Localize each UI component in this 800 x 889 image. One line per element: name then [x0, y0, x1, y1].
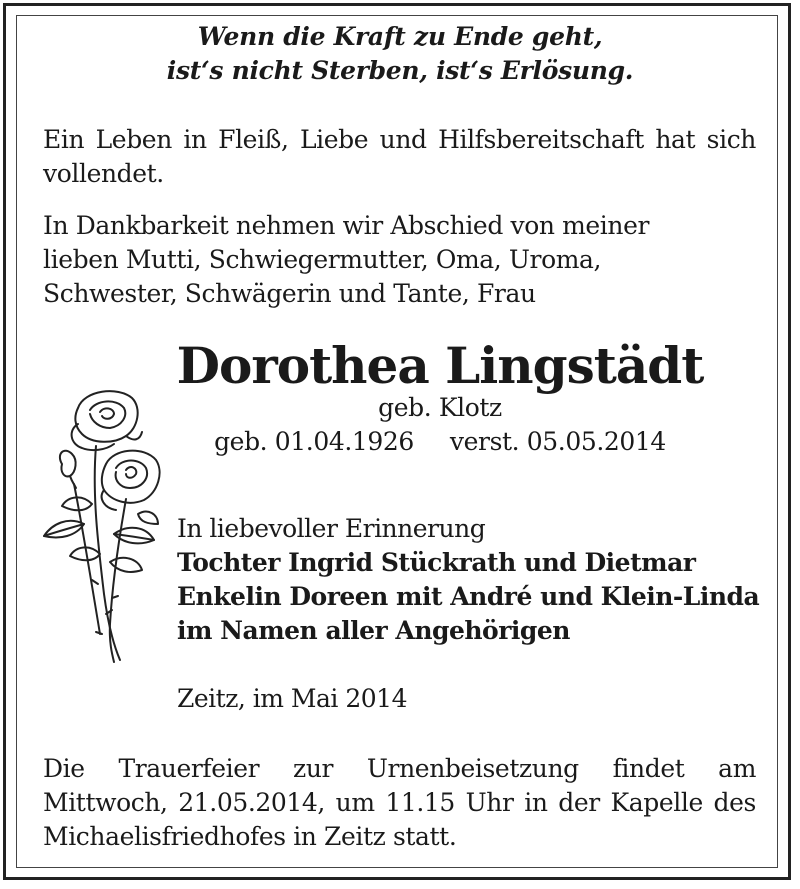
rose-drawing-icon: [34, 384, 164, 666]
motto-line-2: ist‘s nicht Sterben, ist‘s Erlösung.: [166, 56, 634, 85]
maiden-name: geb. Klotz: [378, 393, 502, 422]
place-date: Zeitz, im Mai 2014: [177, 684, 407, 713]
mourners-block: [177, 512, 777, 648]
mourner-line-3: im Namen aller Angehörigen: [177, 616, 570, 645]
intro-line-3: Schwester, Schwägerin und Tante, Frau: [43, 279, 536, 308]
intro-line-2: lieben Mutti, Schwiegermutter, Oma, Uroma,: [43, 245, 602, 274]
deceased-name: Dorothea Lingstädt: [176, 336, 704, 395]
intro-paragraph-2: [43, 209, 756, 311]
mourner-line-1: Tochter Ingrid Stückrath und Dietmar: [177, 548, 696, 577]
life-dates: [175, 426, 705, 458]
mourner-line-2: Enkelin Doreen mit André und Klein-Linda: [177, 582, 760, 611]
death-date: verst. 05.05.2014: [449, 427, 666, 456]
birth-date: geb. 01.04.1926: [214, 427, 414, 456]
motto-line-1: Wenn die Kraft zu Ende geht,: [197, 22, 603, 51]
funeral-notice: Die Trauerfeier zur Urnenbeisetzung findet am Mittwoch, 21.05.2014, um 11.15 Uhr in der Kapelle des Michaelisfriedhofes in Zeitz statt.: [43, 754, 756, 851]
intro-paragraph-1: Ein Leben in Fleiß, Liebe und Hilfsbereitschaft hat sich vollendet.: [43, 125, 756, 188]
motto: [0, 20, 800, 88]
intro-line-1: In Dankbarkeit nehmen wir Abschied von meiner: [43, 211, 650, 240]
remembrance-intro: In liebevoller Erinnerung: [177, 514, 486, 543]
